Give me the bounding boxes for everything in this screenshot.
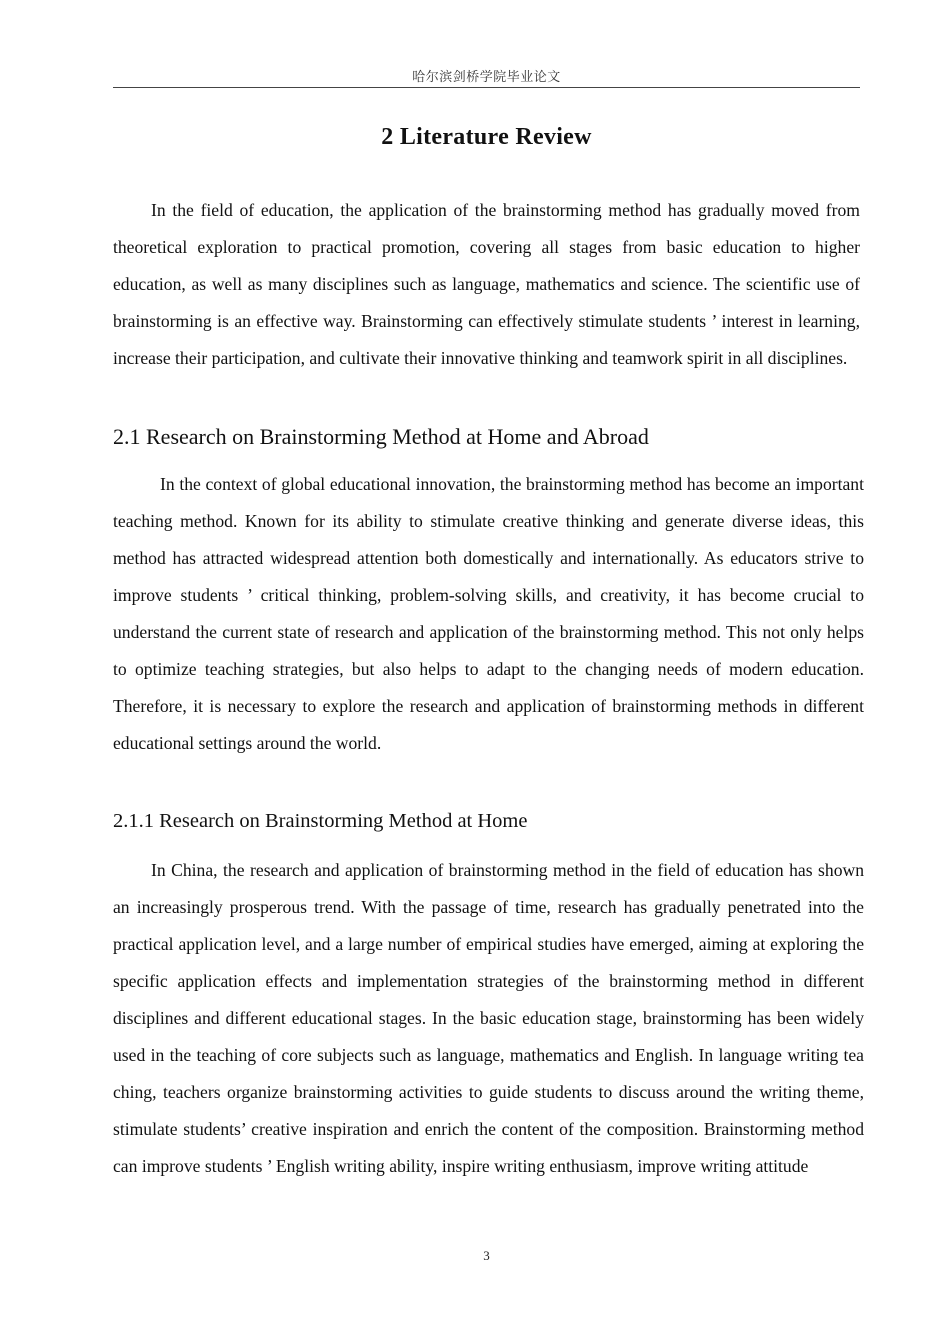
header-divider bbox=[113, 87, 860, 88]
chapter-intro-paragraph: In the field of education, the application of the brainstorming method has gradually moved from theoretical exploration to practical promotion, covering all stages from basic education to higher education, as well as many disciplines such as language, mathematics and science. The scientific use of brainstorming is an effective way. Brainstorming can effectively stimulate students ’ interest in learning, increase their participation, and cultivate their innovative thinking and teamwork spirit in all disciplines. bbox=[113, 200, 860, 368]
chapter-title: 2 Literature Review bbox=[381, 124, 592, 150]
section-heading: 2.1 Research on Brainstorming Method at Home and Abroad bbox=[113, 424, 649, 449]
subsection-heading: 2.1.1 Research on Brainstorming Method at Home bbox=[113, 810, 528, 832]
running-header: 哈尔滨剑桥学院毕业论文 bbox=[412, 70, 561, 85]
section-paragraph: In the context of global educational innovation, the brainstorming method has become an important teaching method. Known for its ability to stimulate creative thinking and generate diverse ideas, this method has attracted widespread attention both domestically and internationally. As educators strive to improve students ’ critical thinking, problem-solving skills, and creativity, it has become crucial to understand the current state of research and application of the brainstorming method. This not only helps to optimize teaching strategies, but also helps to adapt to the changing needs of modern education. Therefore, it is necessary to explore the research and application of brainstorming methods in different educational settings around the world. bbox=[113, 474, 864, 753]
subsection-paragraph: In China, the research and application of brainstorming method in the field of education has shown an increasingly prosperous trend. With the passage of time, research has gradually penetrated into the practical application level, and a large number of empirical studies have emerged, aiming at exploring the specific application effects and implementation strategies of the brainstorming method in different disciplines and different educational stages. In the basic education stage, brainstorming has been widely used in the teaching of core subjects such as language, mathematics and English. In language writing tea ching, teachers organize brainstorming activities to guide students to discuss around the writing theme, stimulate students’ creative inspiration and enrich the content of the composition. Brainstorming method can improve students ’ English writing ability, inspire writing enthusiasm, improve writing attitude bbox=[113, 860, 864, 1176]
page-number: 3 bbox=[483, 1248, 490, 1263]
